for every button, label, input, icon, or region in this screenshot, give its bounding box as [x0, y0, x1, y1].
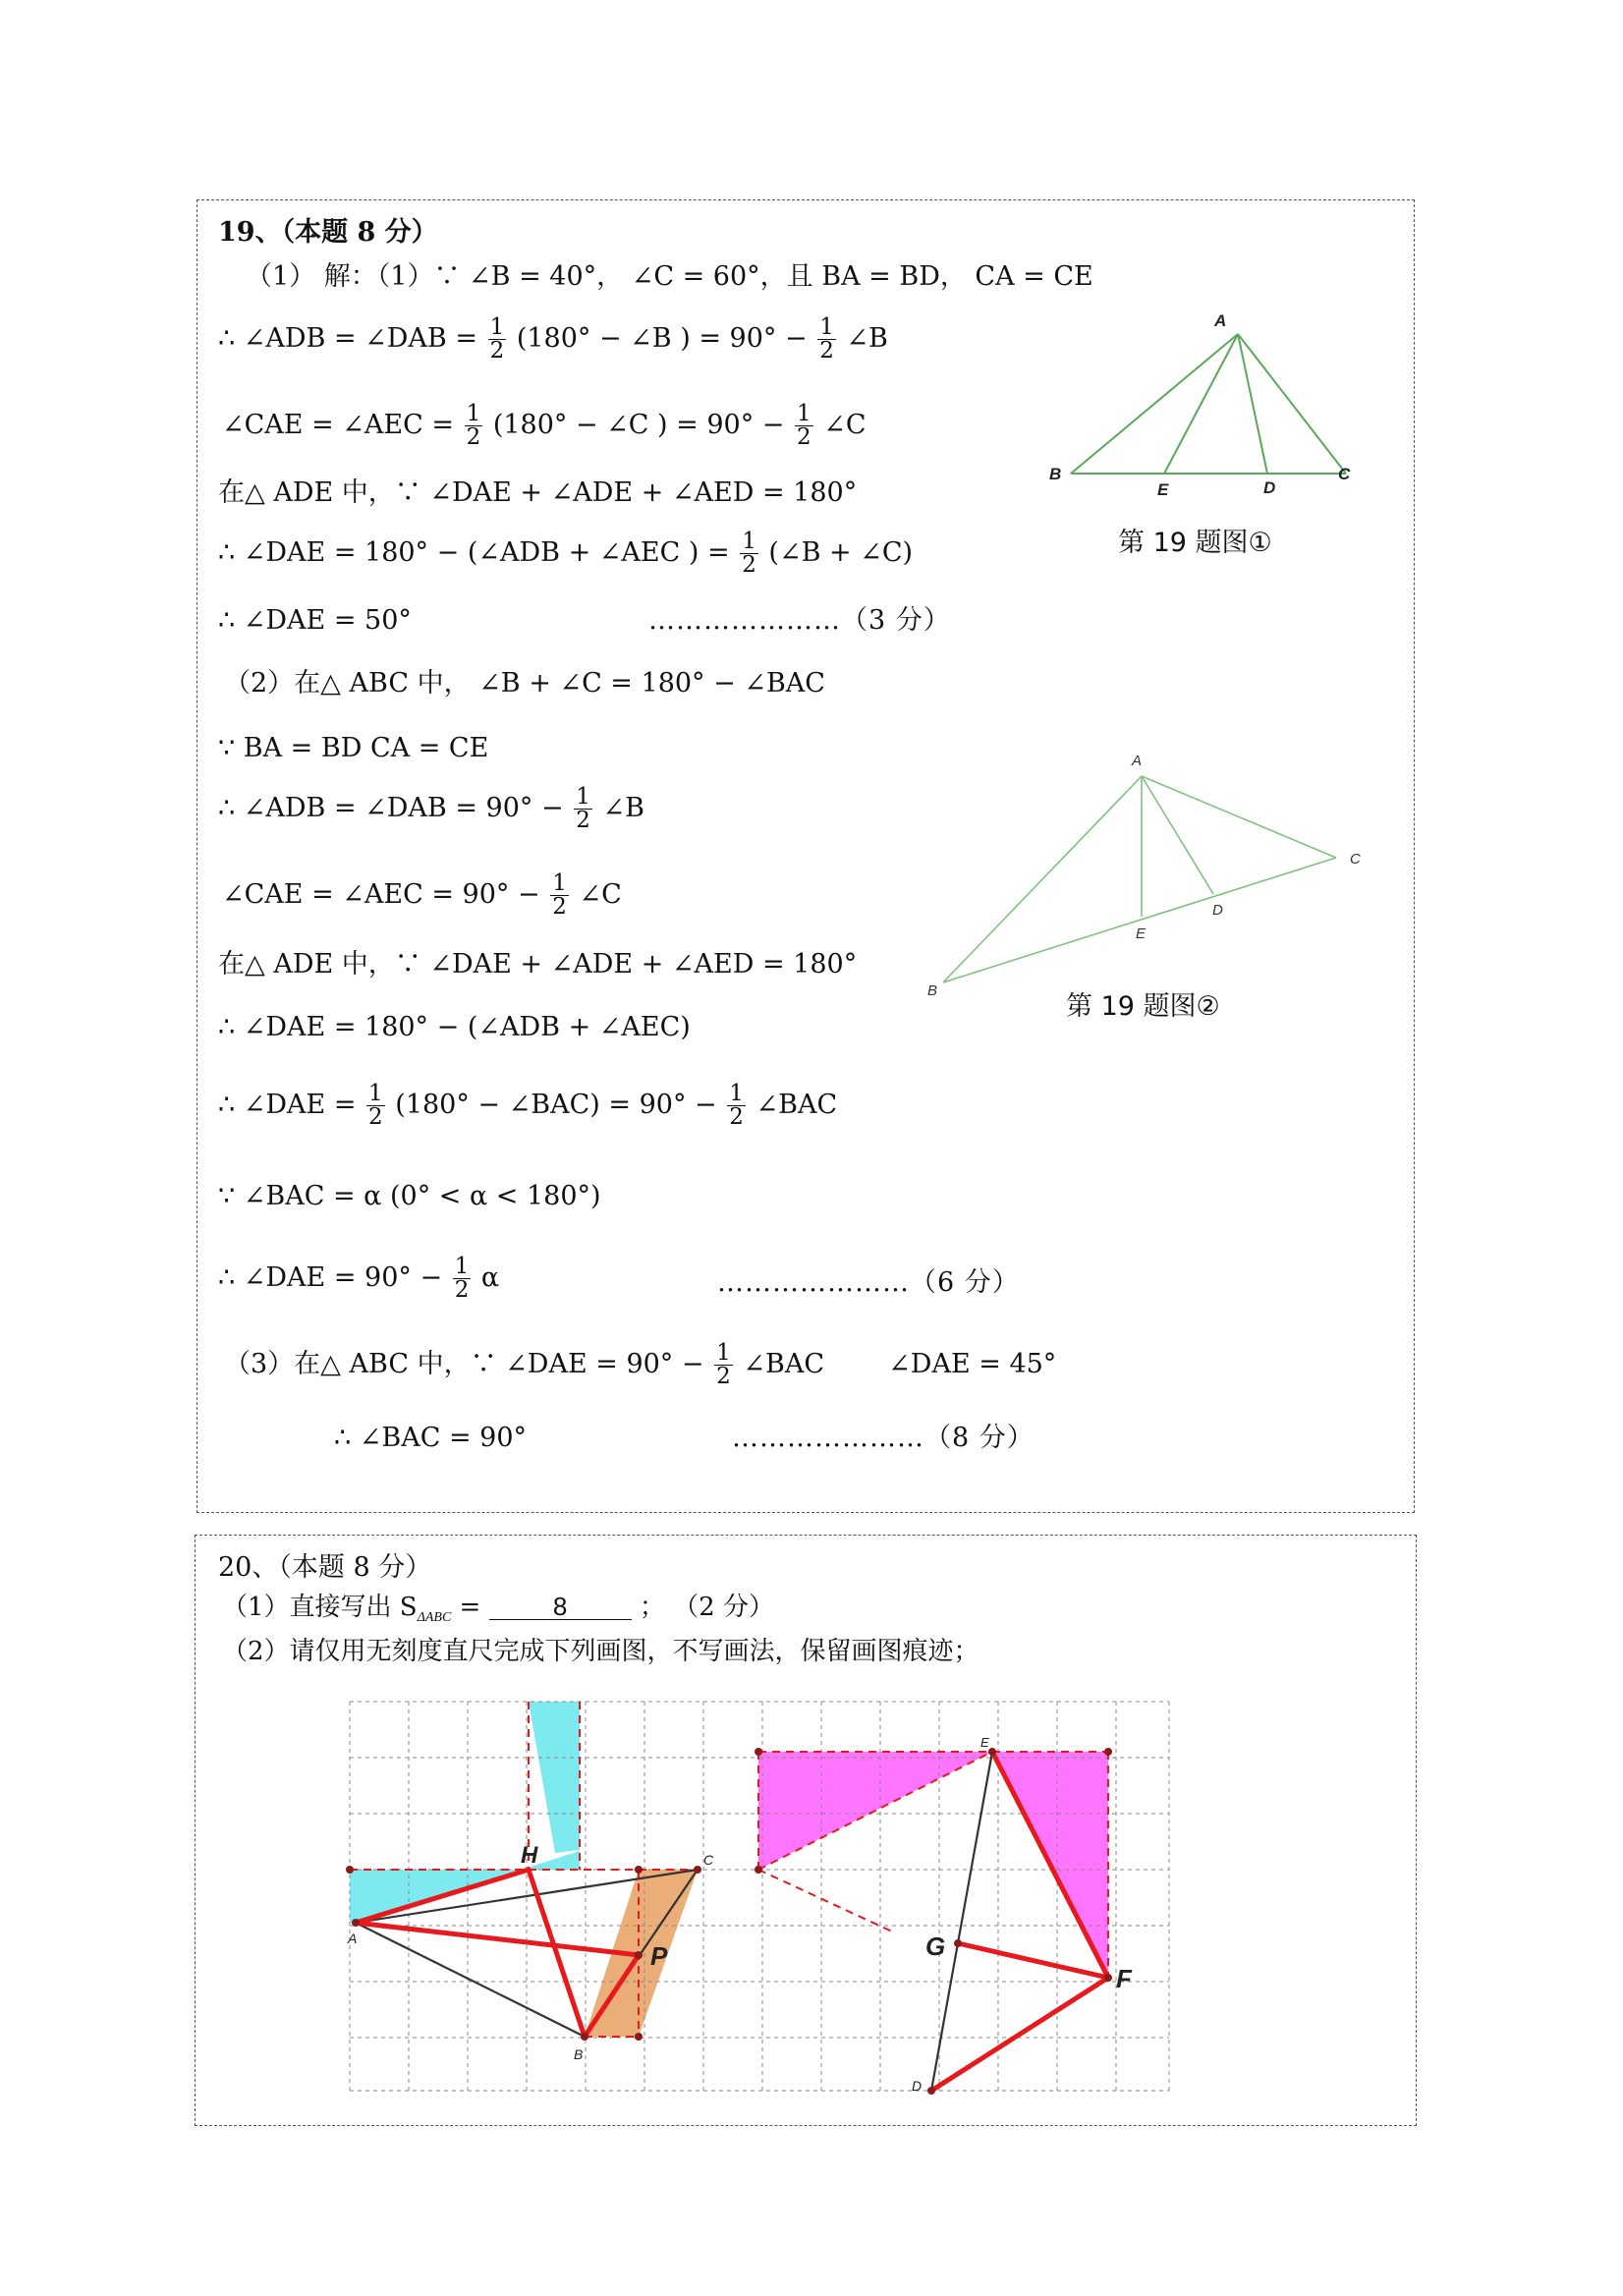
fig2-label-d: D [1212, 902, 1223, 919]
q20-header: 20、（本题 8 分） [218, 1552, 432, 1583]
q19-p2-line2: ∵ BA = BD CA = CE [218, 733, 489, 763]
label-b: B [574, 2046, 584, 2062]
fig1-label-a: A [1214, 311, 1227, 330]
l1-c: ∠B [846, 323, 888, 354]
q19-figure-1 [1032, 305, 1375, 501]
l2-b: (180° − ∠C ) = 90° − [492, 410, 785, 440]
q19-p2-line7: ∴ ∠DAE = $\frac{1}{2}$ (180° − ∠BAC) = 90° − $\frac{1}{2}$ ∠BAC [218, 1081, 838, 1130]
q19-line4 [218, 531, 913, 577]
q20-grid-figure [344, 1698, 1174, 2096]
q19-line3: 在△ ADE 中，∵ ∠DAE + ∠ADE + ∠AED = 180° [218, 477, 858, 508]
fraction-half: $\frac{1}{2}$ [552, 870, 567, 920]
label-p: P [650, 1941, 668, 1971]
fraction-half: $\frac{1}{2}$ [819, 314, 834, 364]
fig1-label-e: E [1157, 480, 1169, 499]
area-answer: 8 [489, 1594, 632, 1620]
q19-header: 19、（本题 8 分） [218, 217, 438, 248]
label-f: F [1116, 1964, 1132, 1993]
l2-a: ∠CAE = ∠AEC = [222, 410, 454, 440]
label-g: G [925, 1932, 946, 1961]
label-e: E [980, 1735, 989, 1750]
l4-b: (∠B + ∠C) [768, 537, 914, 568]
label-c: C [703, 1852, 714, 1868]
fraction-half: $\frac{1}{2}$ [576, 784, 590, 833]
l2-c: ∠C [823, 410, 867, 440]
fig2-label-e: E [1136, 925, 1147, 942]
fraction-half: $\frac{1}{2}$ [466, 401, 481, 450]
fig2-label-a: A [1132, 753, 1143, 769]
q19-p2-line5: 在△ ADE 中，∵ ∠DAE + ∠ADE + ∠AED = 180° [218, 949, 858, 980]
q20-part2: （2）请仅用无刻度直尺完成下列画图，不写画法，保留画图痕迹； [222, 1637, 979, 1666]
fig2-label-b: B [927, 982, 938, 999]
cyan-shade-vertical [529, 1702, 580, 1853]
q19-score8: …………………（8 分） [732, 1423, 1035, 1453]
fraction-half: $\frac{1}{2}$ [797, 401, 812, 450]
q19-score6: …………………（6 分） [717, 1267, 1020, 1298]
q19-p2-line4: ∠CAE = ∠AEC = 90° − $\frac{1}{2}$ ∠C [222, 870, 622, 920]
q19-part1-intro: （1） 解：（1）∵ ∠B = 40°， ∠C = 60°，且 BA = BD， CA = CE [246, 261, 1093, 292]
label-a: A [348, 1931, 358, 1946]
l1-a: ∴ ∠ADB = ∠DAB = [218, 323, 477, 354]
fig2-label-c: C [1350, 851, 1361, 868]
q19-p2-line1: （2）在△ ABC 中， ∠B + ∠C = 180° − ∠BAC [224, 668, 825, 699]
q19-p3-line2: ∴ ∠BAC = 90° [334, 1423, 528, 1453]
q19-p2-line3: ∴ ∠ADB = ∠DAB = 90° − $\frac{1}{2}$ ∠B [218, 784, 644, 833]
fig1-label-d: D [1263, 478, 1276, 497]
fig1-label-b: B [1049, 465, 1062, 483]
q19-line5: ∴ ∠DAE = 50° [218, 605, 412, 636]
fig2-caption: 第 19 题图② [1066, 991, 1220, 1022]
l1-b: (180° − ∠B ) = 90° − [516, 323, 808, 354]
q19-line2 [222, 403, 867, 449]
q19-p3-line1: （3）在△ ABC 中，∵ ∠DAE = 90° − $\frac{1}{2}$ ∠BAC ∠DAE = 45° [224, 1340, 1057, 1389]
q19-figure-2 [914, 742, 1375, 1017]
label-h: H [521, 1842, 538, 1869]
fraction-half: $\frac{1}{2}$ [716, 1340, 731, 1389]
q19-p2-line8: ∵ ∠BAC = α (0° < α < 180°) [218, 1181, 601, 1211]
fig1-caption: 第 19 题图① [1118, 528, 1272, 558]
q19-p2-line6: ∴ ∠DAE = 180° − (∠ADB + ∠AEC) [218, 1012, 691, 1042]
q20-part1: （1）直接写出 $S_{\Delta ABC} = 8$ ； （2 分） [222, 1592, 774, 1626]
fraction-half: $\frac{1}{2}$ [489, 314, 505, 364]
q19-line1 [218, 316, 888, 363]
q19-p2-line9: ∴ ∠DAE = 90° − $\frac{1}{2}$ α [218, 1254, 500, 1303]
label-d: D [912, 2078, 923, 2094]
fig1-label-c: C [1338, 465, 1351, 483]
q19-score3: …………………（3 分） [648, 605, 951, 636]
l4-a: ∴ ∠DAE = 180° − (∠ADB + ∠AEC ) = [218, 537, 730, 568]
fraction-half: $\frac{1}{2}$ [742, 529, 756, 578]
fraction-half: $\frac{1}{2}$ [368, 1081, 383, 1130]
fraction-half: $\frac{1}{2}$ [729, 1081, 744, 1130]
fraction-half: $\frac{1}{2}$ [454, 1254, 470, 1303]
